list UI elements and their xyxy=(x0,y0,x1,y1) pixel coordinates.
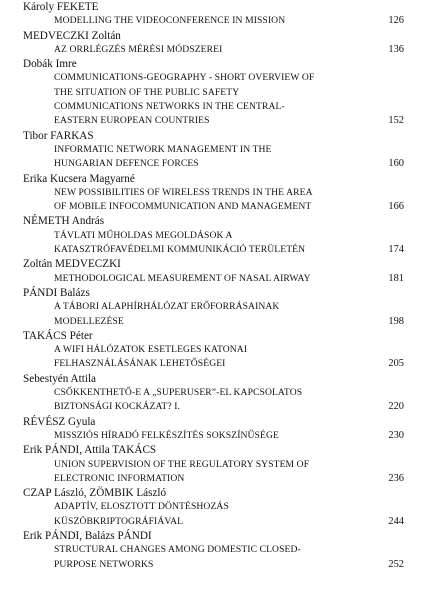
entry-page-number: 205 xyxy=(388,358,404,370)
toc-entry xyxy=(0,257,428,286)
entry-author: RÉVÉSZ Gyula xyxy=(23,415,96,428)
entry-title-row xyxy=(0,500,428,529)
toc-entry xyxy=(0,286,428,329)
entry-title-row xyxy=(0,272,428,286)
entry-author: Tibor FARKAS xyxy=(23,129,94,142)
entry-title: A TÁBORI ALAPHÍRHÁLÓZAT ERŐFORRÁSAINAK MODELLEZÉSE xyxy=(54,301,280,327)
entry-title-row xyxy=(0,186,428,215)
entry-page-number: 174 xyxy=(388,244,404,256)
entry-author: Erik PÁNDI, Balázs PÁNDI xyxy=(23,529,152,542)
toc-entry xyxy=(0,486,428,529)
entry-author: NÉMETH András xyxy=(23,215,105,228)
entry-title-row xyxy=(0,71,428,128)
entry-title-row xyxy=(0,543,428,572)
toc-entry xyxy=(0,57,428,128)
entry-title: UNION SUPERVISION OF THE REGULATORY SYSTEM OF ELECTRONIC INFORMATION xyxy=(54,458,310,484)
entry-page-number: 152 xyxy=(388,115,404,127)
entry-page-number: 244 xyxy=(388,515,404,527)
entry-page-number: 126 xyxy=(388,15,404,27)
entry-title: STRUCTURAL CHANGES AMONG DOMESTIC CLOSED- PURPOSE NETWORKS xyxy=(54,544,301,570)
entry-author: MEDVECZKI Zoltán xyxy=(23,29,121,42)
toc-entry xyxy=(0,329,428,372)
entry-page-number: 236 xyxy=(388,472,404,484)
entry-author: Zoltán MEDVECZKI xyxy=(23,258,121,271)
entry-title: INFORMATIC NETWORK MANAGEMENT IN THE HUNGARIAN DEFENCE FORCES xyxy=(54,143,272,170)
entry-page-number: 230 xyxy=(388,429,404,441)
entry-page-number: 181 xyxy=(388,272,404,284)
toc-entry xyxy=(0,29,428,58)
entry-author: Károly FEKETE xyxy=(23,1,99,13)
entry-title: ADAPTÍV, ELOSZTOTT DÖNTÉSHOZÁS KÜSZÖBKRIPTOGRÁFIÁVAL xyxy=(54,501,229,527)
toc-entry xyxy=(0,172,428,215)
entry-title: COMMUNICATIONS-GEOGRAPHY - SHORT OVERVIEW OF THE SITUATION OF THE PUBLIC SAFETY COMMUNICATIONS NETWORKS IN THE CENTRAL- EASTERN EUROPEAN COUNTRIES xyxy=(54,72,315,127)
entry-title: AZ ORRLÉGZÉS MÉRÉSI MÓDSZEREI xyxy=(54,43,223,55)
toc-entry xyxy=(0,0,428,29)
entry-title-row xyxy=(0,458,428,487)
entry-page-number: 166 xyxy=(388,201,404,213)
entry-title-row xyxy=(0,229,428,258)
entry-author: Dobák Imre xyxy=(23,58,77,71)
entry-title-row xyxy=(0,300,428,329)
entry-title-row xyxy=(0,343,428,372)
toc-entry xyxy=(0,372,428,415)
toc-entry xyxy=(0,443,428,486)
entry-title-row xyxy=(0,386,428,415)
entry-page-number: 220 xyxy=(388,401,404,413)
entry-title: A WIFI HÁLÓZATOK ESETLEGES KATONAI FELHASZNÁLÁSÁNAK LEHETŐSÉGEI xyxy=(54,344,248,370)
toc-entry xyxy=(0,214,428,257)
entry-author: TAKÁCS Péter xyxy=(23,329,93,342)
toc-entry xyxy=(0,415,428,444)
toc-entry xyxy=(0,129,428,172)
entry-page-number: 136 xyxy=(388,43,404,55)
entry-page-number: 160 xyxy=(388,158,404,170)
entry-author: Erik PÁNDI, Attila TAKÁCS xyxy=(23,444,157,457)
entry-page-number: 198 xyxy=(388,315,404,327)
entry-title-row xyxy=(0,14,428,28)
entry-author: Sebestyén Attila xyxy=(23,372,97,385)
entry-title: MODELLING THE VIDEOCONFERENCE IN MISSION xyxy=(54,15,286,27)
entry-title-row xyxy=(0,143,428,172)
entry-title: CSŐKKENTHETŐ-E A „SUPERUSER”-EL KAPCSOLATOS BIZTONSÁGI KOCKÁZAT? I. xyxy=(54,387,303,413)
entry-author: CZAP László, ZÖMBIK László xyxy=(23,487,167,500)
entry-title: METHODOLOGICAL MEASUREMENT OF NASAL AIRWAY xyxy=(54,272,311,284)
entry-author: Erika Kucsera Magyarné xyxy=(23,172,135,185)
toc-entry xyxy=(0,529,428,572)
entry-title: MISSZIÓS HÍRADÓ FELKÉSZÍTÉS SOKSZÍNŰSÉGE xyxy=(54,429,279,441)
entry-title: TÁVLATI MŰHOLDAS MEGOLDÁSOK A KATASZTRÓFAVÉDELMI KOMMUNIKÁCIÓ TERÜLETÉN xyxy=(54,229,306,256)
entry-title-row xyxy=(0,429,428,443)
entry-title-row xyxy=(0,43,428,57)
entry-author: PÁNDI Balázs xyxy=(23,286,90,299)
entry-page-number: 252 xyxy=(388,558,404,570)
entry-title: NEW POSSIBILITIES OF WIRELESS TRENDS IN THE AREA OF MOBILE INFOCOMMUNICATION AND MANAGEMENT xyxy=(54,186,313,213)
